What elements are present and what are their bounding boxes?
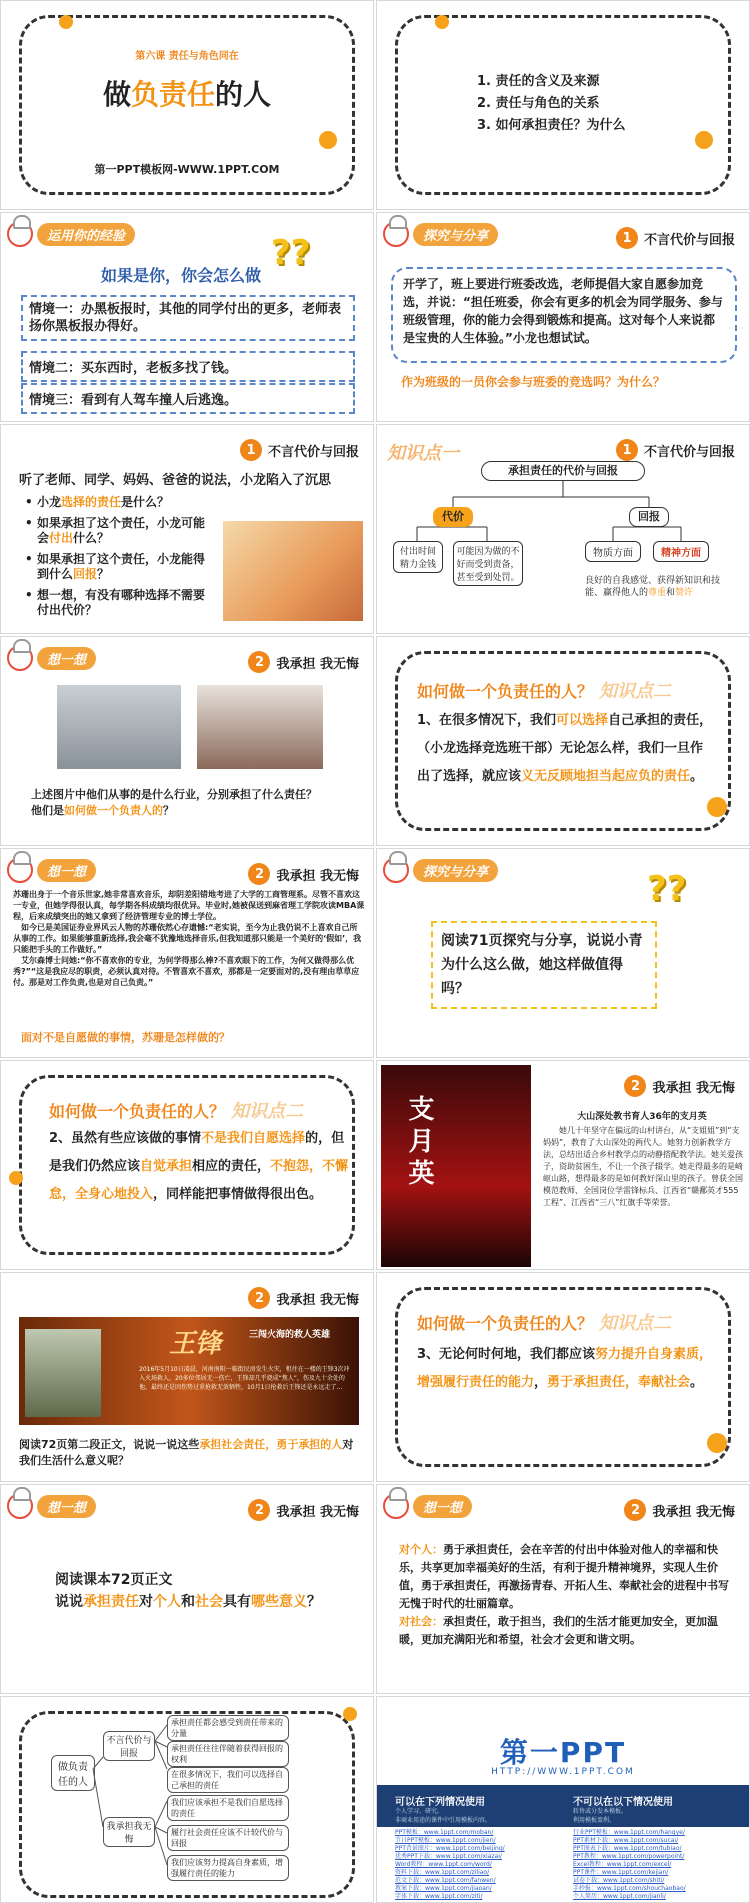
nurse-photo <box>197 685 323 769</box>
text-part: 对 <box>139 1594 153 1610</box>
text-part: ， <box>534 1375 548 1390</box>
list-text: 小龙 <box>37 495 62 509</box>
badge-number: 2 <box>248 863 270 885</box>
footer-link[interactable]: 资料下载：www.1ppt.com/ziliao/ <box>395 1869 490 1876</box>
section-badge <box>248 863 359 885</box>
footer-link[interactable]: 行业PPT模板：www.1ppt.com/hangye/ <box>573 1829 685 1836</box>
list-item: • 想一想，有没有哪种选择不需要付出代价？ <box>25 588 215 618</box>
text-highlight: 可以选择 <box>556 713 609 728</box>
reading-task <box>55 1569 355 1613</box>
mindmap-leaf: 在很多情况下，我们可以选择自己承担的责任 <box>167 1767 289 1793</box>
tag-label: 想一想 <box>37 859 96 882</box>
knowledge-point-label: 知识点二 <box>599 1313 672 1334</box>
footer-link[interactable]: 范文下载：www.1ppt.com/fanwen/ <box>395 1877 496 1884</box>
text-highlight: 义无反顾地担当起应负的责任 <box>521 769 691 784</box>
text-highlight: 个人 <box>153 1594 181 1610</box>
text-highlight: 承担责任 <box>83 1594 139 1610</box>
task-line: 阅读课本72页正文 <box>55 1572 173 1588</box>
section-heading <box>417 1309 671 1335</box>
detail-highlight: 赞许 <box>675 588 694 598</box>
badge-label: 我承担 我无悔 <box>276 656 359 672</box>
footer-link[interactable]: PPT教程：www.1ppt.com/powerpoint/ <box>573 1853 685 1860</box>
heading-text: 如何做一个负责任的人？ <box>417 1314 594 1333</box>
text-part: 具有 <box>223 1594 251 1610</box>
cost-node: 代价 <box>433 507 473 527</box>
section-tag <box>383 1493 472 1519</box>
point-text <box>49 1125 349 1209</box>
text-part: 3、无论何时何地，我们都应该 <box>417 1347 596 1362</box>
knowledge-point-label: 知识点二 <box>599 681 672 702</box>
section-heading <box>49 1097 303 1123</box>
knowledge-point-label: 知识点二 <box>231 1101 304 1122</box>
slide-15[interactable] <box>0 1484 374 1694</box>
text-highlight: 哪些意义 <box>251 1594 307 1610</box>
answer-body: 承担责任，敢于担当，我们的生活才能更加安全，更加温暖，更加充满阳光和希望，社会才会更和谐文明。 <box>399 1615 718 1646</box>
reward-item: 物质方面 <box>585 541 641 562</box>
reward-item: 精神方面 <box>653 541 709 562</box>
mindmap-leaf: 履行社会责任应该不计较代价与回报 <box>167 1825 289 1851</box>
text-highlight: 自觉承担 <box>140 1159 193 1174</box>
story-paragraph: 苏珊出身于一个音乐世家,她非常喜欢音乐，却阴差阳错地考进了大学的工商管理系。尽管不喜欢这一专业，但她学得很认真，每学期各科成绩均很优异。毕业时,她被保送到麻省理工学院攻读MBA课程，后来成绩突出的她又拿到了经济管理专业的博士学位。 <box>13 890 365 921</box>
footer-link[interactable]: 手抄报：www.1ppt.com/shouchaobao/ <box>573 1885 686 1892</box>
hero-banner <box>19 1317 359 1425</box>
badge-label: 我承担 我无悔 <box>652 1080 735 1096</box>
footer-link[interactable]: 字体下载：www.1ppt.com/ziti/ <box>395 1893 483 1900</box>
story-box: 开学了，班上要进行班委改选，老师提倡大家自愿参加竞选，并说：“担任班委，你会有更多的机会为同学服务、参与班级管理，你的能力会得到锻炼和提高。这对每个人来说都是宝贵的人生体验。”小龙也想试试。 <box>391 267 737 363</box>
text-part: 自己承担的责任，（小龙选择竞选班干部）无论怎么样，我们一旦作出了选择，就应该 <box>417 713 713 784</box>
slide-3[interactable] <box>0 212 374 422</box>
text-highlight: 不是我们自愿选择 <box>201 1131 306 1146</box>
toc-item[interactable]: 3. 如何承担责任？为什么 <box>477 118 626 133</box>
allowed-title: 可以在下列情况使用 <box>395 1797 485 1808</box>
lesson-subtitle: 第六课 责任与角色同在 <box>135 51 239 62</box>
badge-number: 1 <box>616 227 638 249</box>
title-part: 的人 <box>215 78 272 111</box>
badge-number: 2 <box>248 651 270 673</box>
section-heading <box>417 677 671 703</box>
question-line: 上述图片中他们从事的是什么行业，分别承担了什么责任？ <box>31 788 317 801</box>
decor-dot <box>59 15 73 29</box>
scenario-2: 情境二：买东西时，老板多找了钱。 <box>21 351 355 382</box>
slide-14[interactable] <box>376 1272 750 1482</box>
tag-label: 探究与分享 <box>413 859 498 882</box>
tag-label: 探究与分享 <box>413 223 498 246</box>
mindmap-leaf: 我们应该承担不是我们自愿选择的责任 <box>167 1795 289 1821</box>
text-highlight: 社会 <box>195 1594 223 1610</box>
story-paragraph: 如今已是美国证券业界风云人物的苏珊依然心存遗憾:“老实说，至今为止我仍说不上喜欢自己所从事的工作。如果能够重新选择,我会毫不犹豫地选择音乐,但我知道那只能是一个美好的‘假如’，我只能把手头的工作做好。” <box>13 923 362 954</box>
badge-number: 1 <box>616 439 638 461</box>
answer-label: 对社会： <box>399 1615 443 1628</box>
toc-item[interactable]: 2. 责任与角色的关系 <box>477 96 600 111</box>
chef-icon <box>383 1493 409 1519</box>
chef-icon <box>7 221 33 247</box>
slide-6[interactable] <box>376 424 750 634</box>
section-badge <box>616 227 735 249</box>
section-tag <box>7 1493 96 1519</box>
badge-label: 不言代价与回报 <box>643 444 735 460</box>
footer-link[interactable]: 试卷下载：www.1ppt.com/shiti/ <box>573 1877 665 1884</box>
knowledge-point-label: 知识点一 <box>387 443 459 464</box>
heading-text: 如何做一个负责任的人？ <box>49 1102 226 1121</box>
title-part: 做 <box>102 78 131 111</box>
section-tag <box>7 857 96 883</box>
question-text <box>19 1437 359 1469</box>
decor-dot <box>707 1433 727 1453</box>
chef-icon <box>383 221 409 247</box>
scenario-1: 情境一：办黑板报时，其他的同学付出的更多，老师表扬你黑板报办得好。 <box>21 295 355 341</box>
traffic-police-photo <box>57 685 181 769</box>
hero-subtitle: 三闯火海的救人英雄 <box>249 1330 331 1340</box>
chef-icon <box>383 857 409 883</box>
list-highlight: 选择的责任 <box>61 495 122 509</box>
links-left <box>395 1829 565 1901</box>
intro-text: 听了老师、同学、妈妈、爸爸的说法，小龙陷入了沉思 <box>19 473 332 488</box>
list-item <box>25 516 215 546</box>
decor-dot <box>319 131 337 149</box>
text-part: 1、在很多情况下，我们 <box>417 713 557 728</box>
cost-item: 可能因为做的不好而受到责备，甚至受到处罚。 <box>453 541 523 586</box>
text-part: 和 <box>181 1594 195 1610</box>
decor-dot <box>707 797 727 817</box>
badge-number: 2 <box>248 1499 270 1521</box>
family-illustration <box>223 521 363 621</box>
forbidden-item: 利用模板盈利。 <box>573 1817 616 1824</box>
list-text: 什么？ <box>73 531 110 545</box>
chef-icon <box>7 857 33 883</box>
slide-2[interactable] <box>376 0 750 210</box>
chef-icon <box>7 645 33 671</box>
list-text: 如果承担了这个责任，小龙可能会 <box>37 516 206 545</box>
badge-label: 我承担 我无悔 <box>276 868 359 884</box>
slide-1[interactable] <box>0 0 374 210</box>
section-tag <box>7 221 135 247</box>
slide-11[interactable] <box>0 1060 374 1270</box>
slide-8[interactable] <box>376 636 750 846</box>
footer-link[interactable]: PPT课件：www.1ppt.com/kejian/ <box>573 1869 669 1876</box>
detail-highlight: 尊重 <box>648 588 667 598</box>
section-badge <box>248 1499 359 1521</box>
task-line <box>55 1591 355 1613</box>
line-highlight: 如何做一个负责人的 <box>64 804 163 817</box>
slide-10[interactable] <box>376 848 750 1058</box>
badge-number: 2 <box>248 1287 270 1309</box>
decor-dot <box>435 15 449 29</box>
question-text: 面对不是自愿做的事情，苏珊是怎样做的？ <box>21 1031 230 1044</box>
badge-label: 不言代价与回报 <box>267 444 359 460</box>
footer-link[interactable]: 节日PPT模板：www.1ppt.com/jieri/ <box>395 1837 496 1844</box>
hero-portrait <box>25 1329 101 1417</box>
text-part: 对我们生活什么意义呢？ <box>19 1438 354 1467</box>
badge-label: 我承担 我无悔 <box>652 1504 735 1520</box>
footer-link[interactable]: Excel教程：www.1ppt.com/excel/ <box>573 1861 672 1868</box>
slide-16[interactable] <box>376 1484 750 1694</box>
text-highlight: 承担社会责任，勇于承担的人 <box>199 1438 343 1451</box>
chef-icon <box>7 1493 33 1519</box>
tag-label: 想一想 <box>37 647 96 670</box>
brand-logo: 第一PPT <box>499 1736 627 1769</box>
section-tag <box>7 645 96 671</box>
footer-link[interactable]: 教案下载：www.1ppt.com/jiaoan/ <box>395 1885 492 1892</box>
footer-link[interactable]: PPT图表下载：www.1ppt.com/tubiao/ <box>573 1845 682 1852</box>
mindmap-branch: 不言代价与回报 <box>103 1731 155 1761</box>
section-badge <box>248 651 359 673</box>
text-part: 相应的责任， <box>192 1159 271 1174</box>
concept-connectors <box>377 425 750 634</box>
footer-link[interactable]: 个人简历：www.1ppt.com/jianli/ <box>573 1893 666 1900</box>
list-item <box>25 495 215 510</box>
text-part: 。 <box>690 769 704 784</box>
forbidden-item: 转售或分发本模板。 <box>573 1808 628 1815</box>
mindmap-leaf: 承担责任往往伴随着获得回报的权利 <box>167 1741 289 1767</box>
reward-node: 回报 <box>629 507 669 527</box>
tag-label: 运用你的经验 <box>37 223 135 246</box>
footer-link[interactable]: Word教程：www.1ppt.com/word/ <box>395 1861 492 1868</box>
brand-text: 第一PPT模板网-WWW.1PPT.COM <box>94 163 280 176</box>
tag-label: 想一想 <box>37 1495 96 1518</box>
tag-label: 想一想 <box>413 1495 472 1518</box>
list-highlight: 回报 <box>73 567 98 581</box>
allowed-list <box>395 1807 491 1825</box>
section-badge <box>624 1075 735 1097</box>
list-highlight: 付出 <box>49 531 74 545</box>
slide-12[interactable] <box>376 1060 750 1270</box>
slide-13[interactable] <box>0 1272 374 1482</box>
detail-text: 良好的自我感觉、获得新知识和技能、赢得他人的 <box>585 576 721 598</box>
hero-story: 2016年5月10日凌晨，河南南阳一临街民房发生火灾，租住在一楼的王锋3次冲入火场救人，20多位邻居无一伤亡，王锋却几乎烧成“焦人”，伤及九十余处的他，最终还是因伤势过重抢救无效牺牲，10月1日抢救后王锋还是永远走了… <box>139 1366 350 1391</box>
title-highlight: 负责任 <box>130 78 215 111</box>
line-text: 他们是 <box>31 804 64 817</box>
section-tag <box>383 221 498 247</box>
badge-label: 我承担 我无悔 <box>276 1504 359 1520</box>
slide-title <box>1 73 373 113</box>
slide-18[interactable] <box>376 1696 750 1903</box>
links-area <box>377 1827 750 1903</box>
list-text: ？ <box>97 567 110 581</box>
answer-label: 对个人： <box>399 1543 443 1556</box>
point-text <box>417 707 713 791</box>
heading-text: 如何做一个负责任的人？ <box>417 682 594 701</box>
question-line <box>31 803 361 819</box>
cost-item: 付出时间精力金钱 <box>393 541 443 573</box>
story-text <box>13 889 365 988</box>
question-text: 作为班级的一员你会参与班委的竞选吗？为什么？ <box>401 375 666 389</box>
answer-paragraph <box>399 1613 733 1649</box>
answer-body: 勇于承担责任，会在辛苦的付出中体验对他人的幸福和快乐，共享更加幸福美好的生活，有利于提升精神境界，实现人生价值，勇于承担责任，再激扬青春、开拓人生、奉献社会的进程中书写无愧于时代的壮丽篇章。 <box>399 1543 729 1610</box>
decor-dot <box>695 131 713 149</box>
allowed-item: 非商业用途的课件中引用模板内容。 <box>395 1817 492 1824</box>
answer-text <box>399 1541 733 1649</box>
bio-text: 她几十年坚守在偏远的山村讲台，从“支姐姐”到“支妈妈”，教育了大山深处的两代人。她努力创新教学方法，总结出适合乡村教学点的动静搭配教学法。她关爱孩子，资助贫困生，不让一个孩子辍学。她走得最多的是崎岖山路，想得最多的是如何教好深山里的孩子。曾获全国模范教师、全国岗位学雷锋标兵、江西省“赣鄱英才555工程”、江西省“三八”红旗手等荣誉。 <box>543 1126 743 1207</box>
text-part: ？ <box>307 1594 321 1610</box>
section-tag <box>383 857 498 883</box>
scenario-3: 情境三：看到有人驾车撞人后逃逸。 <box>21 383 355 414</box>
name-banner-text: 支月英 <box>404 1095 434 1191</box>
slide-9[interactable] <box>0 848 374 1058</box>
section-badge <box>248 1287 359 1309</box>
root-node: 承担责任的代价与回报 <box>481 461 645 481</box>
text-part: 的，但是我们仍然应该 <box>49 1131 345 1174</box>
toc-item[interactable]: 1. 责任的含义及来源 <box>477 74 600 89</box>
text-part: 2、虽然有些应该做的事情 <box>49 1131 202 1146</box>
reading-task: 阅读71页探究与分享，说说小青为什么这么做，她这样做值得吗？ <box>431 921 657 1009</box>
award-stage-photo <box>381 1065 531 1267</box>
hero-name: 王锋 <box>169 1329 222 1359</box>
question-marks-icon: ?? <box>271 233 311 273</box>
story-paragraph: 艾尔森博士问她:“你不喜欢你的专业，为何学得那么棒?不喜欢眼下的工作，为何又做得那么优秀?”“这是我应尽的职责，必须认真对待。不管喜欢不喜欢，那都是一定要面对的,没有理由草草应付。那是对工作负责,也是对自己负责。” <box>13 956 360 987</box>
text-highlight: 勇于承担责任，奉献社会 <box>547 1375 691 1390</box>
photo-caption: 大山深处教书育人36年的支月英 <box>577 1112 707 1122</box>
line-text: ？ <box>163 804 174 817</box>
forbidden-list <box>573 1807 627 1825</box>
slide-17[interactable] <box>0 1696 374 1903</box>
text-highlight: 不抱怨，不懈怠，全身心地投入 <box>49 1159 349 1202</box>
text-part: 阅读72页第二段正文，说说一说这些 <box>19 1438 200 1451</box>
slide-heading: 如果是你，你会怎么做 <box>101 266 262 285</box>
mindmap-branch: 我承担我无悔 <box>103 1817 155 1847</box>
badge-number: 2 <box>624 1499 646 1521</box>
allowed-item: 个人学习、研究。 <box>395 1808 444 1815</box>
decor-dot <box>9 1171 23 1185</box>
text-part: 说说 <box>55 1594 83 1610</box>
point-text <box>417 1341 717 1397</box>
detail-text: 和 <box>666 588 676 598</box>
badge-number: 1 <box>240 439 262 461</box>
footer-link[interactable]: PPT背景图片：www.1ppt.com/beijing/ <box>395 1845 505 1852</box>
section-badge <box>240 439 359 461</box>
text-highlight: 努力提升自身素质，增强履行责任的能力 <box>417 1347 713 1390</box>
mindmap-leaf: 承担责任都会感受到责任带来的分量 <box>167 1715 289 1741</box>
forbidden-title: 不可以在以下情况使用 <box>573 1797 673 1808</box>
slide-4[interactable] <box>376 212 750 422</box>
slide-7[interactable] <box>0 636 374 846</box>
answer-paragraph <box>399 1541 733 1613</box>
links-right <box>573 1829 743 1901</box>
footer-link[interactable]: PPT素材下载：www.1ppt.com/sucai/ <box>573 1837 679 1844</box>
question-list <box>25 495 215 618</box>
list-text: 如果承担了这个责任，小龙能得到什么 <box>37 552 206 581</box>
slide-5[interactable] <box>0 424 374 634</box>
toc-list <box>477 71 626 137</box>
list-text: 是什么？ <box>121 495 170 509</box>
question-marks-icon: ?? <box>647 869 687 909</box>
list-item <box>25 552 215 582</box>
section-badge <box>624 1499 735 1521</box>
badge-label: 不言代价与回报 <box>643 232 735 248</box>
text-part: ，同样能把事情做得很出色。 <box>153 1187 323 1202</box>
footer-link[interactable]: 优秀PPT下载：www.1ppt.com/xiazai/ <box>395 1853 502 1860</box>
text-part: 。 <box>690 1375 704 1390</box>
reward-detail <box>585 575 735 599</box>
badge-number: 2 <box>624 1075 646 1097</box>
mindmap-leaf: 我们应该努力提高自身素质，增强履行责任的能力 <box>167 1855 289 1881</box>
footer-link[interactable]: PPT模板：www.1ppt.com/moban/ <box>395 1829 494 1836</box>
question-text <box>31 787 361 819</box>
brand-url[interactable]: HTTP://WWW.1PPT.COM <box>491 1767 635 1777</box>
mindmap-center: 做负责任的人 <box>51 1755 95 1791</box>
badge-label: 我承担 我无悔 <box>276 1292 359 1308</box>
